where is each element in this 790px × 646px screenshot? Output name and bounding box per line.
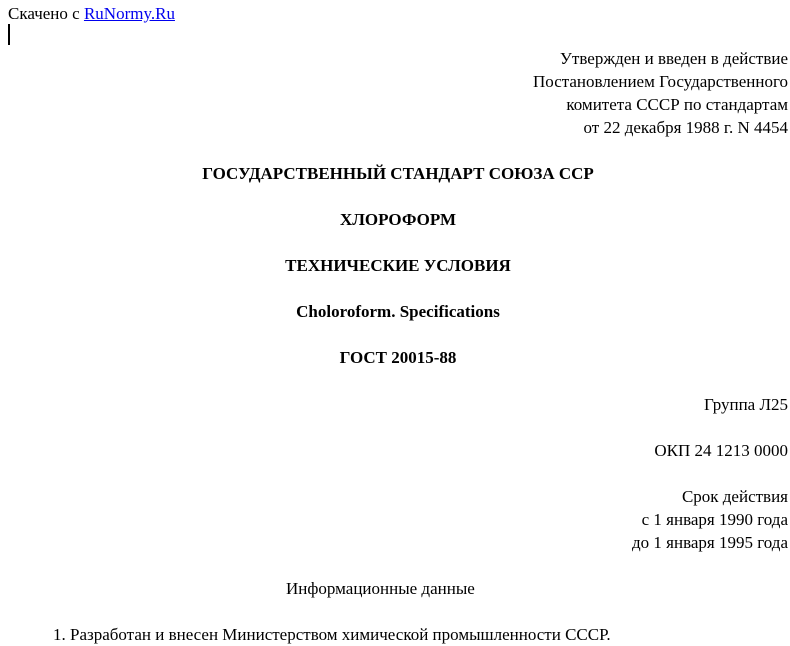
product-title: ХЛОРОФОРМ <box>339 210 457 229</box>
info-item-1: 1. Разработан и внесен Министерством химической промышленности СССР. <box>53 625 611 644</box>
validity-to: до 1 января 1995 года <box>632 533 788 552</box>
approval-line-2: Постановлением Государственного <box>533 72 788 91</box>
approval-line-3: комитета СССР по стандартам <box>566 95 788 114</box>
text-cursor <box>8 24 10 45</box>
approval-line-4: от 22 декабря 1988 г. N 4454 <box>583 118 788 137</box>
info-heading: Информационные данные <box>286 579 475 598</box>
conditions-title: ТЕХНИЧЕСКИЕ УСЛОВИЯ <box>285 256 511 275</box>
download-source <box>8 2 175 25</box>
english-title: Choloroform. Specifications <box>296 302 500 321</box>
validity-from: с 1 января 1990 года <box>641 510 788 529</box>
group-code: Группа Л25 <box>703 395 788 414</box>
download-prefix: Скачено с <box>8 4 84 23</box>
standard-title: ГОСУДАРСТВЕННЫЙ СТАНДАРТ СОЮЗА ССР <box>202 164 594 183</box>
okp-code: ОКП 24 1213 0000 <box>654 441 788 460</box>
runormy-link[interactable]: RuNormy.Ru <box>83 4 175 23</box>
validity-label: Срок действия <box>681 487 788 506</box>
gost-number: ГОСТ 20015-88 <box>339 348 457 367</box>
approval-line-1: Утвержден и введен в действие <box>559 49 788 68</box>
